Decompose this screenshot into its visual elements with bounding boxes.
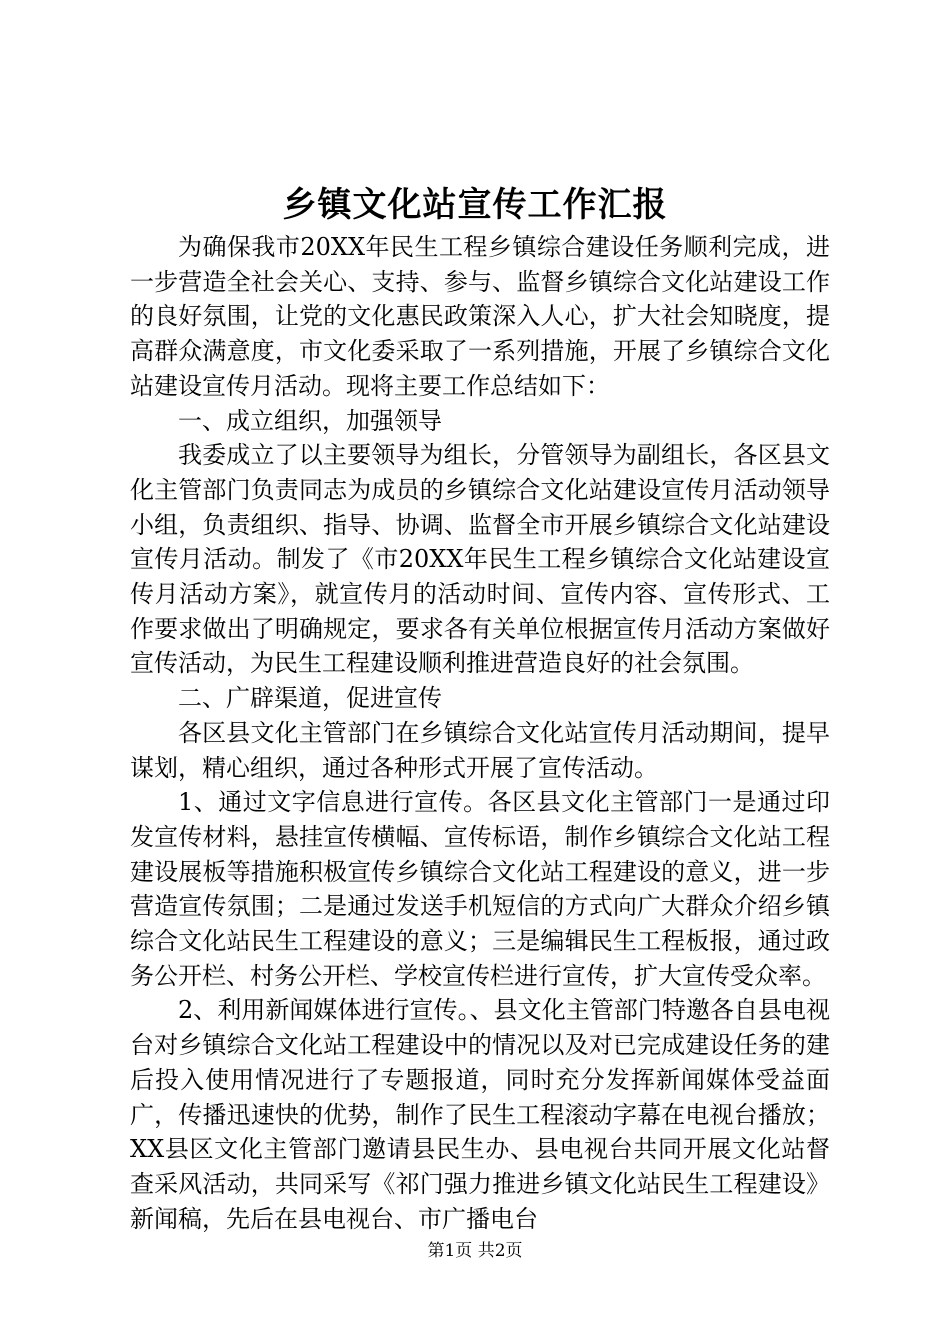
section-heading-2: 二、广辟渠道，促进宣传	[178, 684, 442, 713]
section-heading-1: 一、成立组织，加强领导	[178, 406, 442, 435]
paragraph-organization: 我委成立了以主要领导为组长，分管领导为副组长，各区县文化主管部门负责同志为成员的乡镇综合文化站建设宣传月活动领导小组，负责组织、指导、协调、监督全市开展乡镇综合文化站建设宣传月活动。制发了《市20XX年民生工程乡镇综合文化站建设宣传月活动方案》，就宣传月的活动时间、宣传内容、宣传形式、工作要求做出了明确规定，要求各有关单位根据宣传月活动方案做好宣传活动，为民生工程建设顺利推进营造良好的社会氛围。	[130, 441, 830, 678]
document-body	[130, 230, 830, 1236]
paragraph-intro: 为确保我市20XX年民生工程乡镇综合建设任务顺利完成，进一步营造全社会关心、支持、参与、监督乡镇综合文化站建设工作的良好氛围，让党的文化惠民政策深入人心，扩大社会知晓度，提高群众满意度，市文化委采取了一系列措施，开展了乡镇综合文化站建设宣传月活动。现将主要工作总结如下：	[130, 233, 830, 400]
page-number-footer: 第1页 共2页	[427, 1241, 523, 1261]
document-title: 乡镇文化站宣传工作汇报	[282, 185, 668, 225]
paragraph-media-publicity: 2、利用新闻媒体进行宣传。、县文化主管部门特邀各自县电视台对乡镇综合文化站工程建设中的情况以及对已完成建设任务的建后投入使用情况进行了专题报道，同时充分发挥新闻媒体受益面广，传播迅速快的优势，制作了民生工程滚动字幕在电视台播放；XX县区文化主管部门邀请县民生办、县电视台共同开展文化站督查采风活动，共同采写《祁门强力推进乡镇文化站民生工程建设》新闻稿，先后在县电视台、市广播电台	[130, 996, 830, 1233]
paragraph-text-publicity: 1、通过文字信息进行宣传。各区县文化主管部门一是通过印发宣传材料，悬挂宣传横幅、宣传标语，制作乡镇综合文化站工程建设展板等措施积极宣传乡镇综合文化站工程建设的意义，进一步营造宣传氛围；二是通过发送手机短信的方式向广大群众介绍乡镇综合文化站民生工程建设的意义；三是编辑民生工程板报，通过政务公开栏、村务公开栏、学校宣传栏进行宣传，扩大宣传受众率。	[130, 788, 830, 990]
paragraph-channels: 各区县文化主管部门在乡镇综合文化站宣传月活动期间，提早谋划，精心组织，通过各种形式开展了宣传活动。	[130, 718, 830, 782]
